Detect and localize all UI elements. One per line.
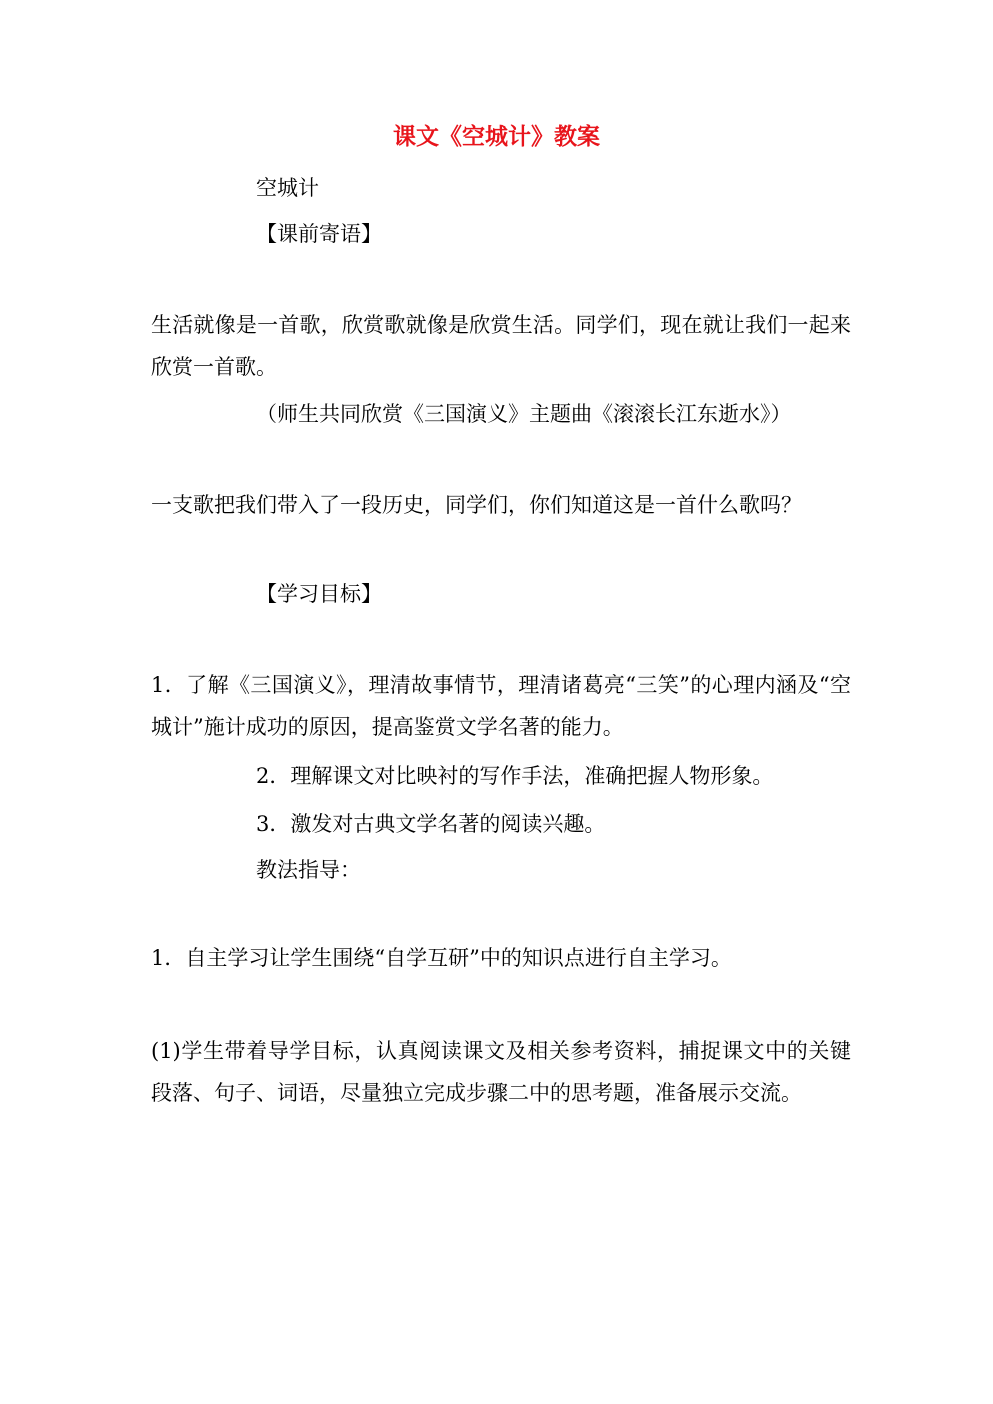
goal-item-3: 3．激发对古典文学名著的阅读兴趣。 [256, 812, 606, 836]
preface-paragraph: 生活就像是一首歌，欣赏歌就像是欣赏生活。同学们，现在就让我们一起来欣赏一首歌。 [151, 313, 851, 379]
method-item-1-sub: (1)学生带着导学目标，认真阅读课文及相关参考资料，捕捉课文中的关键段落、句子、词语，尽量独立完成步骤二中的思考题，准备展示交流。 [151, 1039, 851, 1105]
goal-item-2: 2．理解课文对比映衬的写作手法，准确把握人物形象。 [256, 764, 774, 788]
method-item-1: 1．自主学习让学生围绕“自学互研”中的知识点进行自主学习。 [151, 946, 732, 970]
question-paragraph: 一支歌把我们带入了一段历史，同学们，你们知道这是一首什么歌吗？ [151, 493, 802, 517]
preface-note: （师生共同欣赏《三国演义》主题曲《滚滚长江东逝水》） [256, 402, 792, 426]
section-heading-preface: 【课前寄语】 [256, 222, 382, 246]
document-title: 课文《空城计》教案 [393, 123, 600, 150]
method-heading: 教法指导： [256, 858, 361, 882]
subtitle: 空城计 [256, 176, 319, 200]
section-heading-goals: 【学习目标】 [256, 582, 382, 606]
goal-item-1: 1．了解《三国演义》，理清故事情节，理清诸葛亮“三笑”的心理内涵及“空城计”施计成功的原因，提高鉴赏文学名著的能力。 [151, 673, 851, 739]
